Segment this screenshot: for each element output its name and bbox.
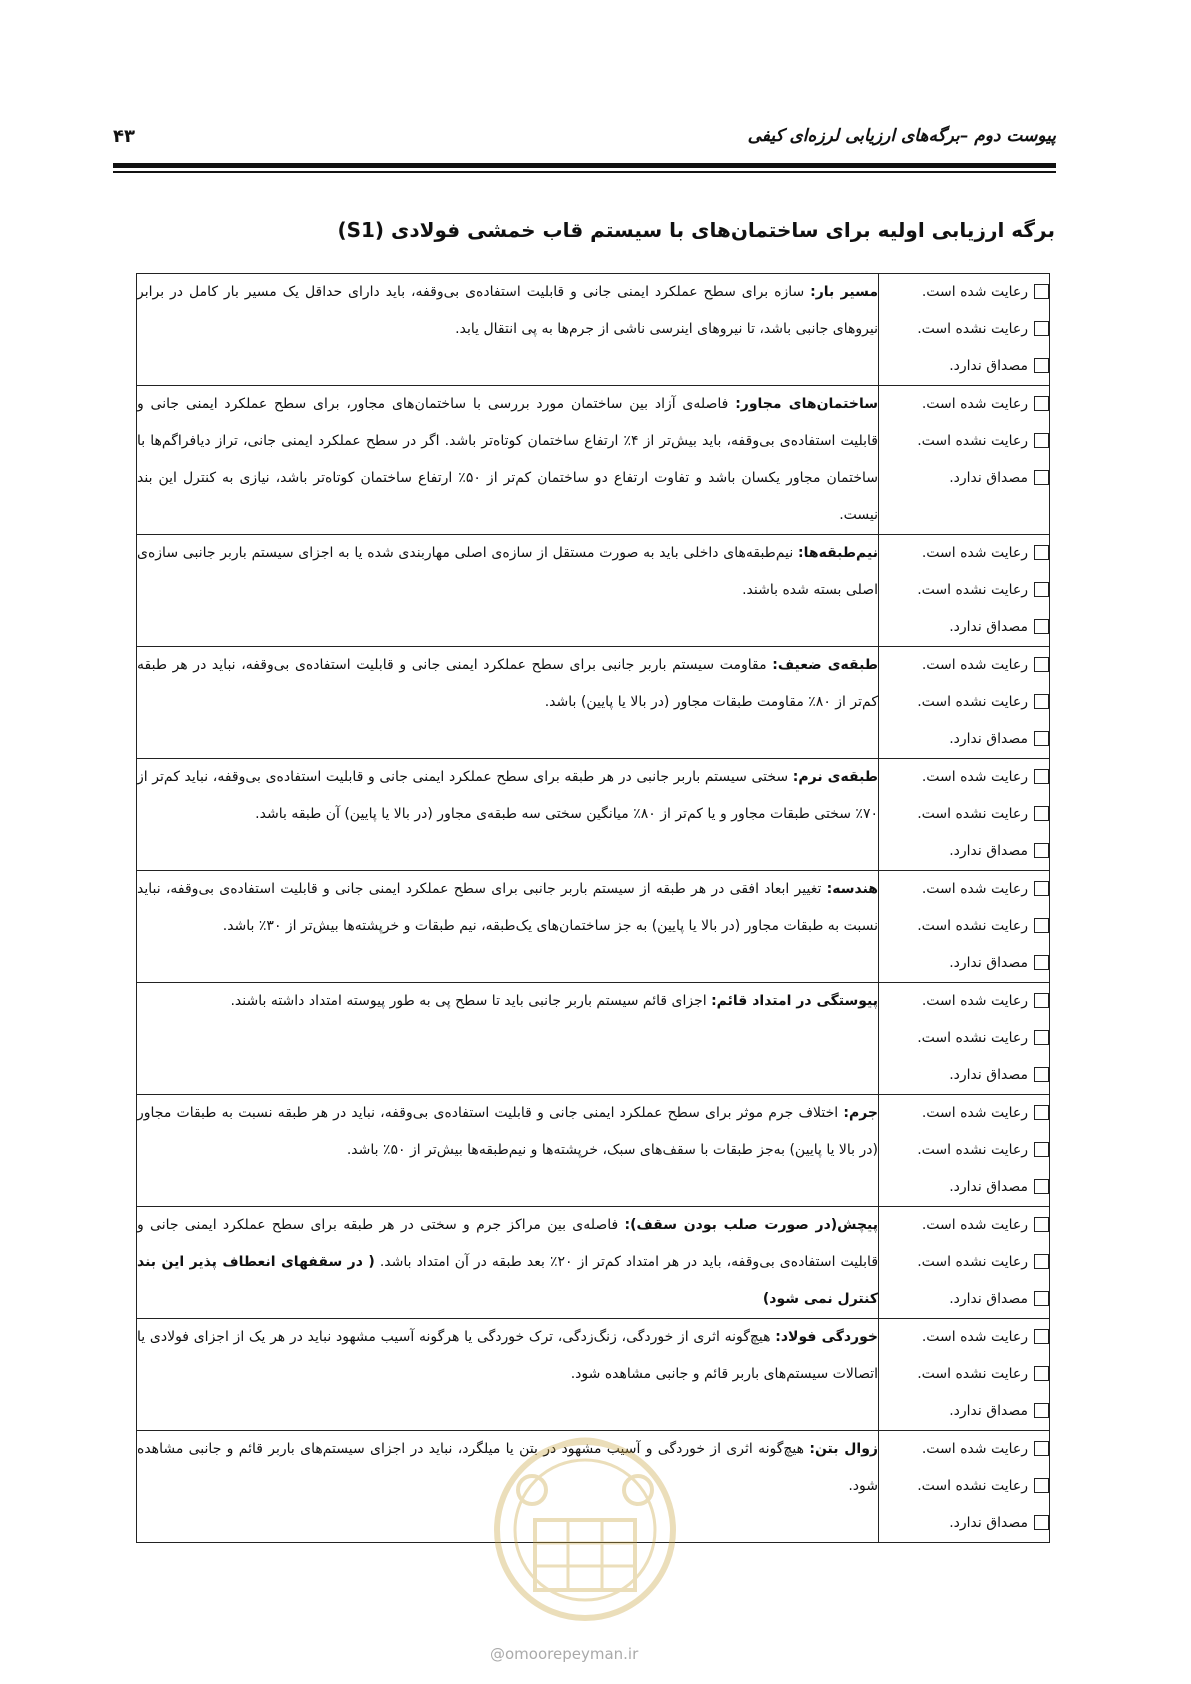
option-label: رعایت شده است.: [921, 545, 1028, 561]
checkbox-icon[interactable]: [1034, 1142, 1049, 1157]
criterion-cell: [137, 983, 879, 1095]
criterion-label: پیچش(در صورت صلب بودن سقف):: [624, 1217, 879, 1233]
option-label: رعایت شده است.: [921, 881, 1028, 897]
checklist-row: [137, 274, 1050, 386]
options-cell: [879, 1095, 1050, 1207]
checkbox-icon[interactable]: [1034, 955, 1049, 970]
option-complied[interactable]: [879, 647, 1049, 684]
option-label: رعایت نشده است.: [917, 918, 1028, 934]
option-label: رعایت شده است.: [921, 1441, 1028, 1457]
page-number: ۴۳: [113, 126, 135, 147]
criterion-label: ساختمان‌های مجاور:: [735, 396, 879, 412]
criterion-cell: [137, 647, 879, 759]
option-label: مصداق ندارد.: [949, 470, 1028, 486]
checkbox-icon[interactable]: [1034, 470, 1049, 485]
option-complied[interactable]: [879, 871, 1049, 908]
option-label: مصداق ندارد.: [949, 1179, 1028, 1195]
option-not-complied[interactable]: [879, 1356, 1049, 1393]
option-label: مصداق ندارد.: [949, 955, 1028, 971]
checklist-table: [136, 273, 1050, 1543]
checkbox-icon[interactable]: [1034, 993, 1049, 1008]
option-label: رعایت شده است.: [921, 769, 1028, 785]
option-not-applicable[interactable]: [879, 1281, 1049, 1318]
checkbox-icon[interactable]: [1034, 1030, 1049, 1045]
options-cell: [879, 759, 1050, 871]
option-not-applicable[interactable]: [879, 1057, 1049, 1094]
option-not-complied[interactable]: [879, 1132, 1049, 1169]
criterion-text: فاصله‌ی بین مراکز جرم و سختی در هر طبقه برای سطح عملکرد ایمنی جانی و قابلیت استفاده‌ی بی‌وقفه، باید در هر امتداد کم‌تر از ۲۰٪ بعد طبقه در آن امتداد باشد.: [137, 1217, 879, 1270]
option-not-applicable[interactable]: [879, 721, 1049, 758]
options-cell: [879, 386, 1050, 535]
checkbox-icon[interactable]: [1034, 545, 1049, 560]
checkbox-icon[interactable]: [1034, 582, 1049, 597]
option-label: رعایت نشده است.: [917, 321, 1028, 337]
checkbox-icon[interactable]: [1034, 1403, 1049, 1418]
option-label: رعایت نشده است.: [917, 1366, 1028, 1382]
checkbox-icon[interactable]: [1034, 1067, 1049, 1082]
option-label: مصداق ندارد.: [949, 1515, 1028, 1531]
option-complied[interactable]: [879, 1207, 1049, 1244]
options-cell: [879, 274, 1050, 386]
criterion-label: نیم‌طبقه‌ها:: [798, 545, 879, 561]
checkbox-icon[interactable]: [1034, 619, 1049, 634]
checkbox-icon[interactable]: [1034, 1291, 1049, 1306]
option-not-complied[interactable]: [879, 1244, 1049, 1281]
option-label: رعایت شده است.: [921, 284, 1028, 300]
options-cell: [879, 1319, 1050, 1431]
option-not-applicable[interactable]: [879, 833, 1049, 870]
option-not-complied[interactable]: [879, 908, 1049, 945]
option-not-complied[interactable]: [879, 423, 1049, 460]
checkbox-icon[interactable]: [1034, 1254, 1049, 1269]
option-not-applicable[interactable]: [879, 348, 1049, 385]
checklist-row: [137, 1207, 1050, 1319]
checkbox-icon[interactable]: [1034, 358, 1049, 373]
checklist-row: [137, 1319, 1050, 1431]
criterion-label: پیوستگی در امتداد قائم:: [711, 993, 878, 1009]
options-cell: [879, 983, 1050, 1095]
criterion-cell: [137, 386, 879, 535]
criterion-text: فاصله‌ی آزاد بین ساختمان مورد بررسی با ساختمان‌های مجاور، برای سطح عملکرد ایمنی جانی و قابلیت استفاده‌ی بی‌وقفه، باید بیش‌تر از ۴٪ ارتفاع ساختمان کوتاه‌تر باشد. اگر در سطح عملکرد ایمنی جانی، تراز دیافراگم‌ها با ساختمان مجاور یکسان باشد و تفاوت ارتفاع دو ساختمان کم‌تر از ۵۰٪ ارتفاع ساختمان کوتاه‌تر باشد، نیازی به کنترل این بند نیست.: [137, 396, 879, 523]
criterion-label: هندسه:: [826, 881, 879, 897]
criterion-text: اجزای قائم سیستم باربر جانبی باید تا سطح پی به طور پیوسته امتداد داشته باشند.: [230, 993, 707, 1009]
option-complied[interactable]: [879, 274, 1049, 311]
checkbox-icon[interactable]: [1034, 321, 1049, 336]
criterion-cell: [137, 759, 879, 871]
option-label: رعایت نشده است.: [917, 1478, 1028, 1494]
checkbox-icon[interactable]: [1034, 694, 1049, 709]
criterion-cell: [137, 871, 879, 983]
checkbox-icon[interactable]: [1034, 769, 1049, 784]
checkbox-icon[interactable]: [1034, 1179, 1049, 1194]
header-title: پیوست دوم –برگه‌های ارزیابی لرزه‌ای کیفی: [747, 126, 1056, 146]
checklist-row: [137, 386, 1050, 535]
option-complied[interactable]: [879, 535, 1049, 572]
checklist-row: [137, 1095, 1050, 1207]
criterion-text: هیچ‌گونه اثری از خوردگی، زنگ‌زدگی، ترک خوردگی یا هرگونه آسیب مشهود نباید در هر یک از اجزای فولادی یا اتصالات سیستم‌های باربر قائم و جانبی مشاهده شود.: [137, 1329, 878, 1382]
options-cell: [879, 1431, 1050, 1543]
option-complied[interactable]: [879, 759, 1049, 796]
checkbox-icon[interactable]: [1034, 284, 1049, 299]
checkbox-icon[interactable]: [1034, 1515, 1049, 1530]
option-label: مصداق ندارد.: [949, 843, 1028, 859]
option-label: رعایت شده است.: [921, 657, 1028, 673]
option-label: رعایت نشده است.: [917, 806, 1028, 822]
option-not-complied[interactable]: [879, 1020, 1049, 1057]
criterion-text: هیچ‌گونه اثری از خوردگی و آسیب مشهود در بتن یا میلگرد، نباید در اجزای سیستم‌های باربر قائم و جانبی مشاهده شود.: [137, 1441, 878, 1494]
document-title: برگه ارزیابی اولیه برای ساختمان‌های با سیستم قاب خمشی فولادی (S1): [337, 218, 1055, 242]
option-not-applicable[interactable]: [879, 1393, 1049, 1430]
option-label: رعایت نشده است.: [917, 1254, 1028, 1270]
option-complied[interactable]: [879, 1431, 1049, 1468]
options-cell: [879, 1207, 1050, 1319]
option-label: رعایت نشده است.: [917, 694, 1028, 710]
checkbox-icon[interactable]: [1034, 433, 1049, 448]
option-label: رعایت شده است.: [921, 1105, 1028, 1121]
checkbox-icon[interactable]: [1034, 1329, 1049, 1344]
option-label: رعایت شده است.: [921, 1217, 1028, 1233]
checkbox-icon[interactable]: [1034, 731, 1049, 746]
option-label: رعایت شده است.: [921, 993, 1028, 1009]
criterion-text: مقاومت سیستم باربر جانبی برای سطح عملکرد ایمنی جانی و قابلیت استفاده‌ی بی‌وقفه، نباید در هر طبقه کم‌تر از ۸۰٪ مقاومت طبقات مجاور (در بالا یا پایین) باشد.: [137, 657, 878, 710]
checkbox-icon[interactable]: [1034, 1105, 1049, 1120]
option-not-applicable[interactable]: [879, 1505, 1049, 1542]
criterion-label: طبقه‌ی ضعیف:: [772, 657, 878, 673]
option-not-applicable[interactable]: [879, 460, 1049, 497]
option-complied[interactable]: [879, 386, 1049, 423]
criterion-text: تغییر ابعاد افقی در هر طبقه از سیستم باربر جانبی برای سطح عملکرد ایمنی جانی و قابلیت استفاده‌ی بی‌وقفه، نباید نسبت به طبقات مجاور (در بالا یا پایین) به جز ساختمان‌های یک‌طبقه، نیم طبقات و خرپشته‌ها بیش‌تر از ۳۰٪ باشد.: [137, 881, 878, 934]
checklist-row: [137, 535, 1050, 647]
criterion-cell: [137, 1207, 879, 1319]
criterion-cell: [137, 1095, 879, 1207]
option-label: رعایت شده است.: [921, 396, 1028, 412]
checkbox-icon[interactable]: [1034, 918, 1049, 933]
criterion-label: زوال بتن:: [809, 1441, 878, 1457]
option-label: رعایت نشده است.: [917, 1030, 1028, 1046]
checkbox-icon[interactable]: [1034, 657, 1049, 672]
checkbox-icon[interactable]: [1034, 1366, 1049, 1381]
criterion-cell: [137, 1319, 879, 1431]
criterion-label: جرم:: [843, 1105, 879, 1121]
criterion-label: خوردگی فولاد:: [775, 1329, 878, 1345]
checkbox-icon[interactable]: [1034, 1217, 1049, 1232]
checklist-row: [137, 1431, 1050, 1543]
header-rule-thick: [113, 163, 1056, 168]
checkbox-icon[interactable]: [1034, 881, 1049, 896]
option-label: مصداق ندارد.: [949, 1403, 1028, 1419]
option-complied[interactable]: [879, 1319, 1049, 1356]
criterion-label: مسیر بار:: [810, 284, 878, 300]
header-rule-thin: [113, 171, 1056, 173]
option-label: رعایت شده است.: [921, 1329, 1028, 1345]
criterion-text: سازه برای سطح عملکرد ایمنی جانی و قابلیت استفاده‌ی بی‌وقفه، باید دارای حداقل یک مسیر بار کامل در برابر نیروهای جانبی باشد، تا نیروهای اینرسی ناشی از جرم‌ها به پی انتقال یابد.: [137, 284, 878, 337]
checkbox-icon[interactable]: [1034, 396, 1049, 411]
criterion-text: سختی سیستم باربر جانبی در هر طبقه برای سطح عملکرد ایمنی جانی و قابلیت استفاده‌ی بی‌وقفه، نباید کم‌تر از ۷۰٪ سختی طبقات مجاور و یا کم‌تر از ۸۰٪ میانگین سختی سه طبقه‌ی مجاور (در بالا یا پایین) آن طبقه باشد.: [137, 769, 878, 822]
option-complied[interactable]: [879, 1095, 1049, 1132]
option-label: مصداق ندارد.: [949, 619, 1028, 635]
option-not-complied[interactable]: [879, 684, 1049, 721]
checklist-row: [137, 983, 1050, 1095]
checklist-row: [137, 647, 1050, 759]
option-label: مصداق ندارد.: [949, 731, 1028, 747]
criterion-note: ( در سقفهای انعطاف پذیر این بند کنترل نمی شود): [137, 1254, 878, 1307]
criterion-cell: [137, 1431, 879, 1543]
criterion-text: اختلاف جرم موثر برای سطح عملکرد ایمنی جانی و قابلیت استفاده‌ی بی‌وقفه، نباید در هر طبقه نسبت به طبقات مجاور (در بالا یا پایین) به‌جز طبقات با سقف‌های سبک، خرپشته‌ها و نیم‌طبقه‌ها بیش‌تر از ۵۰٪ باشد.: [137, 1105, 878, 1158]
checklist-row: [137, 759, 1050, 871]
option-complied[interactable]: [879, 983, 1049, 1020]
watermark-text: @omoorepeyman.ir: [490, 1645, 639, 1663]
option-not-applicable[interactable]: [879, 1169, 1049, 1206]
option-label: رعایت نشده است.: [917, 1142, 1028, 1158]
option-label: مصداق ندارد.: [949, 358, 1028, 374]
checklist-row: [137, 871, 1050, 983]
option-label: مصداق ندارد.: [949, 1291, 1028, 1307]
checkbox-icon[interactable]: [1034, 843, 1049, 858]
page-header: [113, 126, 1056, 156]
option-label: رعایت نشده است.: [917, 433, 1028, 449]
options-cell: [879, 647, 1050, 759]
criterion-cell: [137, 535, 879, 647]
option-not-complied[interactable]: [879, 1468, 1049, 1505]
option-not-complied[interactable]: [879, 311, 1049, 348]
criterion-cell: [137, 274, 879, 386]
option-not-complied[interactable]: [879, 796, 1049, 833]
checkbox-icon[interactable]: [1034, 1478, 1049, 1493]
option-label: مصداق ندارد.: [949, 1067, 1028, 1083]
criterion-label: طبقه‌ی نرم:: [792, 769, 878, 785]
options-cell: [879, 871, 1050, 983]
checkbox-icon[interactable]: [1034, 1441, 1049, 1456]
checkbox-icon[interactable]: [1034, 806, 1049, 821]
option-not-complied[interactable]: [879, 572, 1049, 609]
criterion-text: نیم‌طبقه‌های داخلی باید به صورت مستقل از سازه‌ی اصلی مهاربندی شده یا به اجزای سیستم باربر جانبی سازه‌ی اصلی بسته شده باشند.: [137, 545, 878, 598]
options-cell: [879, 535, 1050, 647]
option-not-applicable[interactable]: [879, 945, 1049, 982]
option-not-applicable[interactable]: [879, 609, 1049, 646]
option-label: رعایت نشده است.: [917, 582, 1028, 598]
